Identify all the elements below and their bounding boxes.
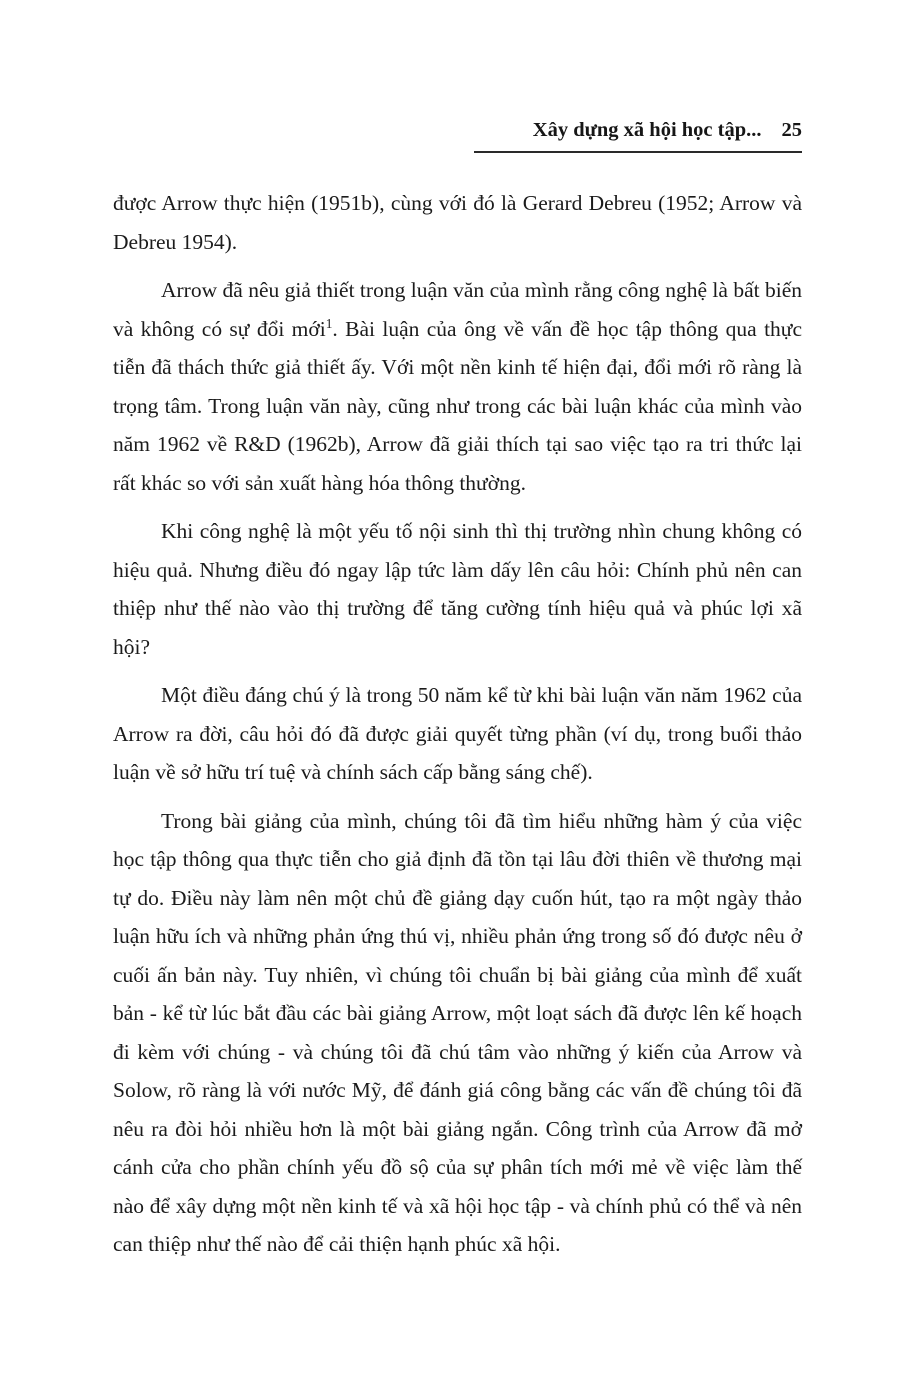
paragraph: Một điều đáng chú ý là trong 50 năm kể từ khi bài luận văn năm 1962 của Arrow ra đời, câu hỏi đó đã được giải quyết từng phần (ví dụ, trong buổi thảo luận về sở hữu trí tuệ và chính sách cấp bằng sáng chế). — [113, 683, 802, 784]
paragraph: Khi công nghệ là một yếu tố nội sinh thì thị trường nhìn chung không có hiệu quả. Nhưng điều đó ngay lập tức làm dấy lên câu hỏi: Chính phủ nên can thiệp như thế nào vào thị trường để tăng cường tính hiệu quả và phúc lợi xã hội? — [113, 519, 802, 659]
running-header-title: Xây dựng xã hội học tập... — [532, 119, 762, 141]
header-rule — [474, 151, 802, 153]
page-content — [113, 118, 802, 1274]
paragraph — [113, 271, 802, 502]
page-body — [113, 184, 802, 1264]
paragraph-text: Arrow đã nêu giả thiết trong luận văn của mình rằng công nghệ là bất biến và không có sự đổi mới — [113, 278, 802, 341]
paragraph: Trong bài giảng của mình, chúng tôi đã tìm hiểu những hàm ý của việc học tập thông qua thực tiễn cho giả định đã tồn tại lâu đời thiên về thương mại tự do. Điều này làm nên một chủ đề giảng dạy cuốn hút, tạo ra một ngày thảo luận hữu ích và những phản ứng thú vị, nhiều phản ứng trong số đó được nêu ở cuối ấn bản này. Tuy nhiên, vì chúng tôi chuẩn bị bài giảng của mình để xuất bản - kể từ lúc bắt đầu các bài giảng Arrow, một loạt sách đã được lên kế hoạch đi kèm với chúng - và chúng tôi đã chú tâm vào những ý kiến của Arrow và Solow, rõ ràng là với nước Mỹ, để đánh giá công bằng các vấn đề chúng tôi đã nêu ra đòi hỏi nhiều hơn là một bài giảng ngắn. Công trình của Arrow đã mở cánh cửa cho phần chính yếu đồ sộ của sự phân tích mới mẻ về việc làm thế nào để xây dựng một nền kinh tế và xã hội học tập - và chính phủ có thể và nên can thiệp như thế nào để cải thiện hạnh phúc xã hội. — [113, 808, 802, 1256]
page-number: 25 — [781, 119, 802, 141]
footnote-marker: 1 — [325, 315, 333, 331]
paragraph-text: . Bài luận của ông về vấn đề học tập thông qua thực tiễn đã thách thức giả thiết ấy. Với một nền kinh tế hiện đại, đổi mới rõ ràng là trọng tâm. Trong luận văn này, cũng như trong các bài luận khác của mình vào năm 1962 về R&D (1962b), Arrow đã giải thích tại sao việc tạo ra tri thức lại rất khác so với sản xuất hàng hóa thông thường. — [113, 316, 802, 495]
running-header — [113, 118, 802, 142]
paragraph: được Arrow thực hiện (1951b), cùng với đó là Gerard Debreu (1952; Arrow và Debreu 1954). — [113, 191, 802, 254]
